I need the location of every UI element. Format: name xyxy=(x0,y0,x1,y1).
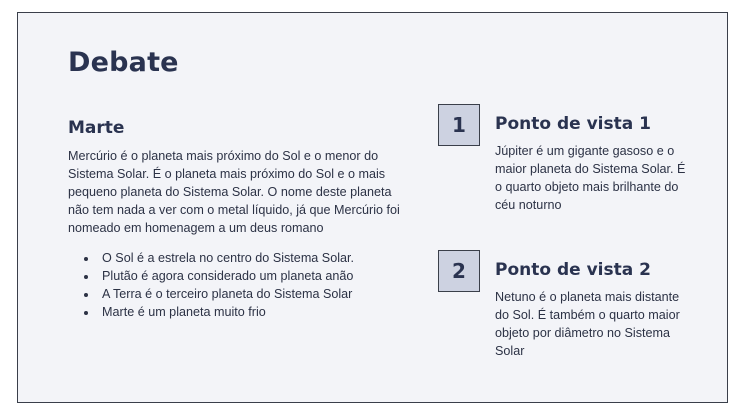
bullet-item: • Marte é um planeta muito frio xyxy=(98,303,413,321)
point-text: Júpiter é um gigante gasoso e o maior planeta do Sistema Solar. É o quarto objeto mais brilhante do céu noturno xyxy=(495,144,686,212)
bullet-item: • A Terra é o terceiro planeta do Sistema Solar xyxy=(98,285,413,303)
point-number-badge: 2 xyxy=(438,250,480,292)
main-paragraph: Mercúrio é o planeta mais próximo do Sol e o menor do Sistema Solar. É o planeta mais próximo do Sol e o mais pequeno planeta do Sistema Solar. O nome deste planeta não tem nada a ver com o metal líquido, já que Mercúrio foi nomeado em homenagem a um deus romano xyxy=(68,149,400,235)
point-title: Ponto de vista 1 xyxy=(495,114,651,134)
bullet-item: • O Sol é a estrela no centro do Sistema Solar. xyxy=(98,249,413,267)
main-heading: Marte xyxy=(68,118,125,138)
point-number-badge: 1 xyxy=(438,104,480,146)
main-section xyxy=(68,118,413,321)
point-text: Netuno é o planeta mais distante do Sol. É também o quarto maior objeto por diâmetro no Sistema Solar xyxy=(495,290,680,358)
point-title: Ponto de vista 2 xyxy=(495,260,651,280)
slide xyxy=(17,12,728,403)
bullet-list xyxy=(68,249,413,321)
slide-title: Debate xyxy=(68,47,179,78)
bullet-item: • Plutão é agora considerado um planeta anão xyxy=(98,267,413,285)
